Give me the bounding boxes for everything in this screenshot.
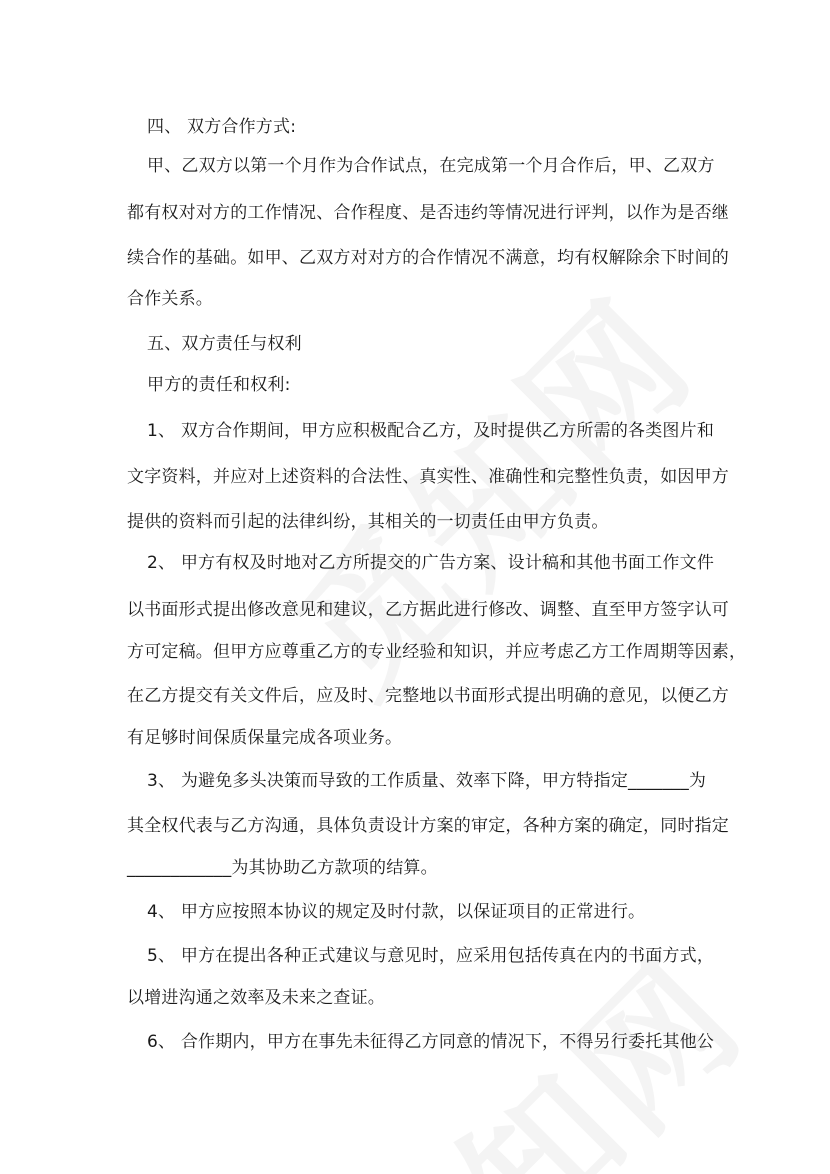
- paragraph-line: 1、 双方合作期间，甲方应积极配合乙方，及时提供乙方所需的各类图片和: [147, 421, 715, 441]
- paragraph-line: 4、 甲方应按照本协议的规定及时付款，以保证项目的正常进行。: [147, 902, 646, 922]
- paragraph-line: 续合作的基础。如甲、乙双方对对方的合作情况不满意，均有权解除余下时间的: [127, 248, 729, 268]
- paragraph-line: 都有权对对方的工作情况、合作程度、是否违约等情况进行评判，以作为是否继: [127, 203, 729, 223]
- section-heading: 五、双方责任与权利: [147, 334, 302, 354]
- paragraph-line: 提供的资料而引起的法律纠纷，其相关的一切责任由甲方负责。: [127, 512, 609, 532]
- paragraph-line: 有足够时间保质保量完成各项业务。: [127, 728, 403, 748]
- subheading: 甲方的责任和权利:: [147, 375, 291, 395]
- paragraph-line: 5、 甲方在提出各种正式建议与意见时，应采用包括传真在内的书面方式，: [147, 946, 715, 966]
- paragraph-line: 甲、乙双方以第一个月作为合作试点，在完成第一个月合作后，甲、乙双方: [147, 156, 715, 176]
- paragraph-line: 在乙方提交有关文件后，应及时、完整地以书面形式提出明确的意见，以便乙方: [127, 686, 729, 706]
- paragraph-line: 以增进沟通之效率及未来之查证。: [127, 988, 385, 1008]
- paragraph-line: 合作关系。: [127, 289, 213, 309]
- paragraph-line: 其全权代表与乙方沟通，具体负责设计方案的审定，各种方案的确定，同时指定: [127, 816, 729, 836]
- paragraph-line: 6、 合作期内，甲方在事先未征得乙方同意的情况下，不得另行委托其他公: [147, 1032, 715, 1052]
- paragraph-line: 3、 为避免多头决策而导致的工作质量、效率下降，甲方特指定_______为: [147, 771, 707, 791]
- paragraph-line: 以书面形式提出修改意见和建议，乙方据此进行修改、调整、直至甲方签字认可: [127, 600, 729, 620]
- paragraph-line: 2、 甲方有权及时地对乙方所提交的广告方案、设计稿和其他书面工作文件: [147, 553, 715, 573]
- paragraph-line: 方可定稿。但甲方应尊重乙方的专业经验和知识，并应考虑乙方工作周期等因素，: [127, 642, 747, 662]
- section-heading: 四、 双方合作方式:: [147, 117, 297, 137]
- paragraph-line: ____________为其协助乙方款项的结算。: [127, 858, 438, 878]
- paragraph-line: 文字资料，并应对上述资料的合法性、真实性、准确性和完整性负责，如因甲方: [127, 467, 729, 487]
